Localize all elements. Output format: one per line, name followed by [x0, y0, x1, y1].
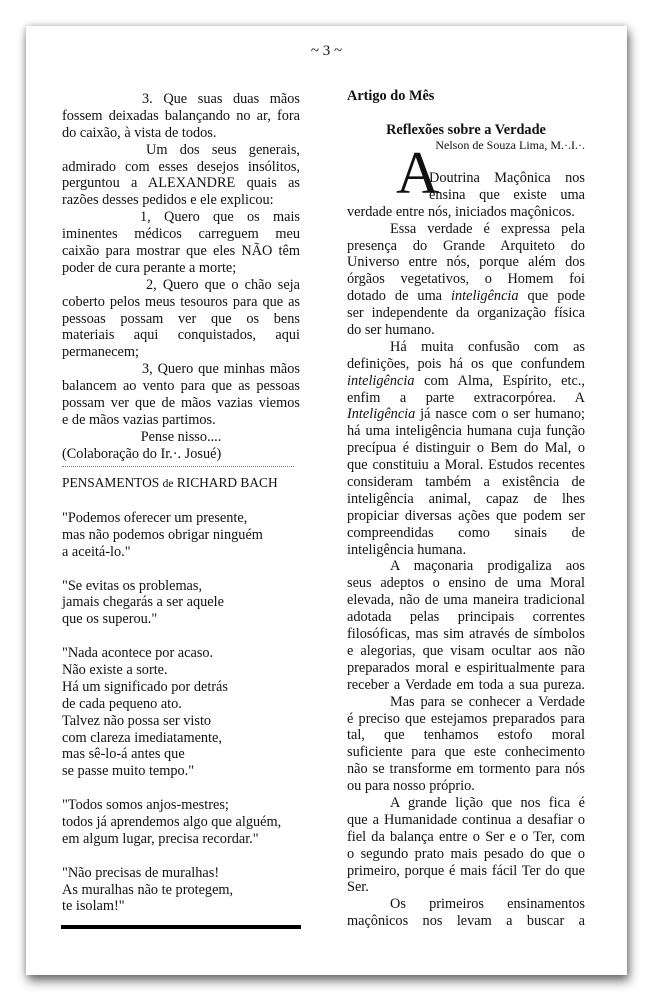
article-text: Ser. — [347, 879, 369, 896]
article-text: seus adeptos o ensino de uma Moral — [347, 575, 585, 592]
story-line: razões desses pedidos e ele explicou: — [62, 192, 274, 209]
article-line — [347, 356, 585, 373]
quote-line: Não existe a sorte. — [62, 662, 168, 679]
quote-line: de cada pequeno ato. — [62, 695, 182, 712]
story-line: Pense nisso.... — [140, 428, 222, 445]
quote-line: Talvez não possa ser visto — [62, 712, 212, 729]
article-line — [347, 373, 585, 390]
article-text: ou para nosso próprio. — [347, 778, 475, 795]
story-line: materiais aqui conquistados, aqui — [62, 327, 300, 344]
article-body — [347, 170, 585, 930]
article-text: o segundo prato mais pesado do que o — [347, 845, 585, 862]
story-line: permanecem; — [62, 344, 139, 361]
page-number: ~ 3 ~ — [310, 43, 343, 59]
drop-cap: A — [396, 140, 440, 206]
quote-line: "Nada acontece por acaso. — [62, 645, 214, 662]
story-line: possam ver que de mãos vazias viemos — [62, 395, 300, 412]
quote-line: mas sê-lo-á antes que — [62, 746, 185, 763]
section-end-bar — [61, 925, 301, 929]
pensamentos-heading — [62, 475, 278, 491]
article-text: primeiro, porque é mais fácil Ter do que — [347, 862, 585, 879]
article-line — [347, 913, 585, 930]
article-text: já nasce com o ser humano; — [415, 406, 585, 423]
article-line — [347, 795, 585, 812]
story-line: admirado com esses desejos insólitos, — [62, 158, 300, 175]
article-line — [347, 677, 585, 694]
story-line: caixão para mostrar que eles NÃO têm — [62, 243, 300, 260]
quote-line: "Podemos oferecer um presente, — [62, 510, 248, 526]
story-line: iminentes médicos carreguem meu — [62, 226, 300, 243]
quote — [62, 510, 312, 561]
article-line — [347, 575, 585, 592]
article-author: Nelson de Souza Lima, M.·.I.·. — [435, 138, 585, 152]
article-title: Reflexões sobre a Verdade — [386, 122, 546, 138]
article-line — [347, 829, 585, 846]
quote-line: "Se evitas os problemas, — [62, 577, 203, 594]
article-text: ser independente da organização física — [347, 305, 585, 322]
article-text: adotada pelas principais correntes — [347, 609, 585, 626]
quote-line: em algum lugar, precisa recordar." — [62, 830, 259, 847]
article-text: Essa verdade é expressa pela — [390, 220, 585, 237]
article-text: elevada, não de uma maneira tradicional — [347, 592, 585, 609]
article-text: Os primeiros ensinamentos — [390, 896, 585, 913]
article-line — [347, 812, 585, 829]
section-title: Artigo do Mês — [347, 88, 435, 104]
article-emphasis: inteligência — [451, 288, 519, 305]
story-line: fossem deixadas balançando no ar, fora — [62, 107, 300, 124]
pensamentos-heading-de: de — [162, 478, 174, 490]
story-line: 2, Quero que o chão seja — [146, 276, 300, 293]
left-column-story — [62, 91, 300, 463]
article-text: é preciso que estejamos preparados para — [347, 710, 585, 727]
article-text: que pode — [518, 288, 585, 305]
article-text: maçônicos nos levam a buscar a — [347, 913, 585, 930]
article-line — [347, 440, 585, 457]
pensamentos-heading-main: PENSAMENTOS — [62, 475, 160, 490]
article-text: propiciar diversas ações que podem ser — [347, 507, 585, 524]
story-line: balancem ao vento para que as pessoas — [62, 378, 300, 395]
story-line: 1, Quero que os mais — [140, 209, 300, 226]
story-line: Um dos seus generais, — [146, 141, 300, 158]
article-text: com Alma, Espírito, etc., — [414, 372, 585, 389]
article-text: do ser humano. — [347, 322, 435, 339]
article-text: há uma inteligência humana cuja função — [347, 423, 585, 440]
story-line: e de mãos vazias partimos. — [62, 411, 216, 428]
article-line — [347, 204, 585, 221]
article-line: Doutrina Maçônica nos — [429, 170, 585, 186]
quote-line: com clareza imediatamente, — [62, 729, 222, 746]
article-text: verdade entre nós, iniciados maçônicos. — [347, 203, 575, 220]
article-line — [347, 660, 585, 677]
article-line — [347, 474, 585, 491]
article-line — [347, 288, 585, 305]
story-line: (Colaboração do Ir.·. Josué) — [62, 445, 222, 462]
story-line: do caixão, à vista de todos. — [62, 124, 217, 141]
article-text: tal, que tenhamos estofo moral — [347, 727, 585, 744]
article-line — [347, 508, 585, 525]
article-line — [347, 761, 585, 778]
article-emphasis: Inteligência — [347, 406, 416, 423]
article-line — [347, 305, 585, 322]
article-line — [347, 643, 585, 660]
article-line — [347, 592, 585, 609]
story-line: coberto pelos meus tesouros para que as — [62, 293, 300, 310]
article-text: consideram também a existência de — [347, 474, 585, 491]
story-line: 3. Que suas duas mãos — [142, 91, 300, 107]
quote-line: Há um significado por detrás — [62, 678, 228, 695]
article-line — [347, 423, 585, 440]
article-line — [347, 626, 585, 643]
article-line — [347, 558, 585, 575]
article-text: suficiente para que este conhecimento — [347, 744, 585, 761]
article-line — [347, 727, 585, 744]
article-text: órgãos vegetativos, o Homem foi — [347, 271, 585, 288]
quote-line: que os superou." — [62, 611, 158, 628]
article-text: A maçonaria prodigaliza aos — [390, 558, 585, 575]
quote-line: "Não precisas de muralhas! — [62, 864, 220, 881]
quote-line: se passe muito tempo." — [62, 763, 195, 780]
quote — [62, 578, 312, 629]
quote-line: todos já aprendemos algo que alguém, — [62, 814, 282, 831]
article-line — [347, 271, 585, 288]
article-line — [347, 491, 585, 508]
article-line — [347, 457, 585, 474]
article-text: que constituiu a Moral. Estudos recentes — [347, 457, 585, 474]
article-line — [347, 609, 585, 626]
article-text: filosóficas, mas sim através de símbolos — [347, 626, 585, 643]
article-text: que a Humanidade continua a desafiar o — [347, 811, 585, 828]
quote-line: a aceitá-lo." — [62, 543, 131, 560]
story-line: perguntou a ALEXANDRE quais as — [62, 175, 300, 192]
quote-line: As muralhas não te protegem, — [62, 881, 234, 898]
article-text: Mas para se conhecer a Verdade — [390, 693, 585, 710]
quote-line: te isolam!" — [62, 898, 125, 915]
article-line — [347, 896, 585, 913]
story-line: pessoas possam ver que os bens — [62, 310, 300, 327]
article-text: Universo entre nós, porque além dos — [347, 254, 585, 271]
article-text: não se transforme em tormento para nós — [347, 761, 585, 778]
newsletter-page — [26, 26, 627, 975]
article-text: Há muita confusão com as — [390, 338, 585, 355]
article-line — [347, 390, 585, 407]
quote — [62, 797, 312, 848]
article-text: definições, pois há os que confundem — [347, 355, 585, 372]
quote-line: jamais chegarás a ser aquele — [62, 594, 224, 611]
article-emphasis: inteligência — [347, 372, 415, 389]
article-line — [347, 542, 585, 559]
story-line: 3, Quero que minhas mãos — [142, 361, 300, 378]
article-line — [347, 221, 585, 238]
article-text: compreendidas como sinais de — [347, 524, 585, 541]
quote — [62, 645, 312, 780]
quote-line: mas não podemos obrigar ninguém — [62, 526, 263, 543]
article-text: fiel da balança entre o Ser e o Ter, com — [347, 828, 585, 845]
article-text: inteligência humana. — [347, 541, 467, 558]
article-text: e alegorias, que visam ocultar aos não — [347, 642, 585, 659]
article-line — [347, 863, 585, 880]
article-line: ensina que existe uma — [429, 186, 585, 203]
article-text: presença do Grande Arquiteto do — [347, 237, 585, 254]
article-line — [347, 711, 585, 728]
dotted-divider — [62, 466, 294, 467]
article-line — [347, 254, 585, 271]
article-text: enfim a parte extracorpórea. A — [347, 389, 585, 406]
pensamentos-heading-author: RICHARD BACH — [176, 475, 278, 490]
article-line — [347, 322, 585, 339]
quote — [62, 865, 312, 916]
article-line — [347, 846, 585, 863]
quote-line: "Todos somos anjos-mestres; — [62, 797, 229, 814]
article-line — [347, 406, 585, 423]
quotes-list — [62, 510, 312, 932]
article-text: A grande lição que nos fica é — [390, 794, 585, 811]
article-line — [347, 879, 585, 896]
article-line — [347, 694, 585, 711]
article-text: dotado de uma — [347, 288, 452, 305]
article-line — [347, 778, 585, 795]
article-text: preparados moral e espiritualmente para — [347, 659, 585, 676]
article-line — [347, 238, 585, 255]
story-line: poder de cura perante a morte; — [62, 259, 237, 276]
article-text: receber a Verdade em toda a sua pureza. — [347, 676, 585, 693]
article-line — [347, 339, 585, 356]
article-line — [347, 744, 585, 761]
article-line — [347, 525, 585, 542]
article-text: inteligência animal, capaz de lhes — [347, 490, 585, 507]
article-text: precípua é distinguir o Bem do Mal, o — [347, 440, 585, 457]
